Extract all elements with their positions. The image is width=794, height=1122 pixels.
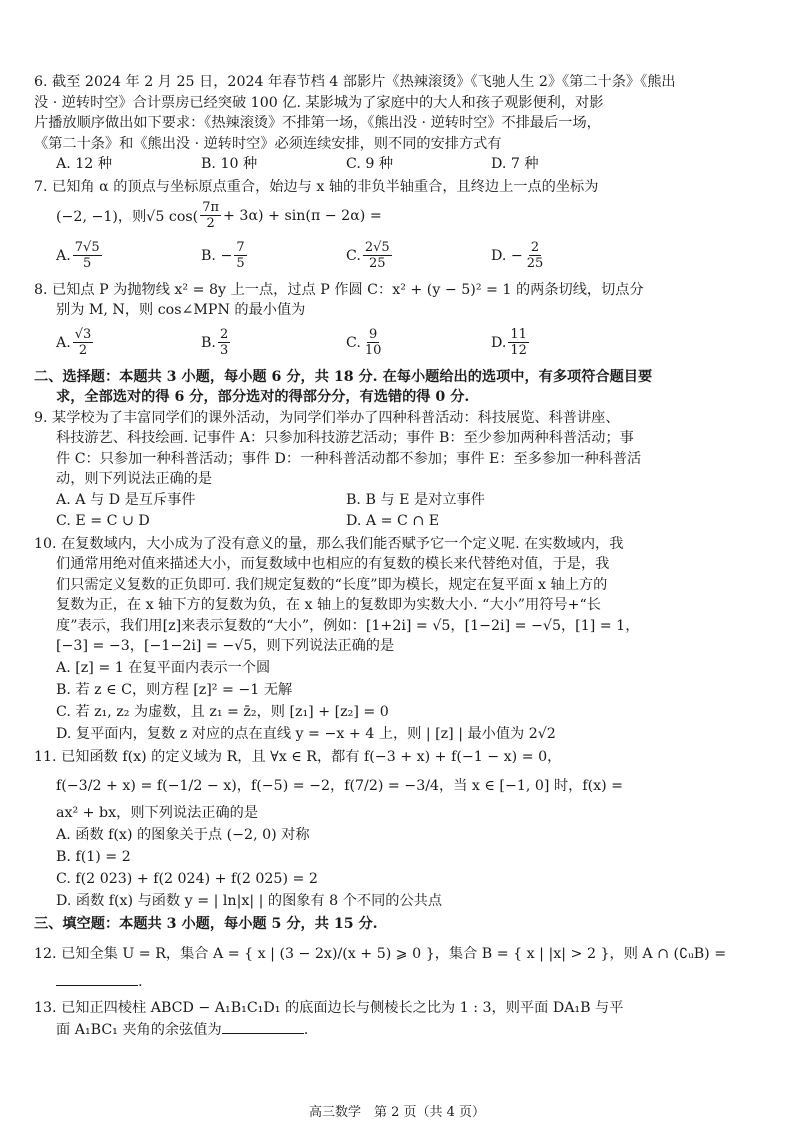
q7-option-a-frac <box>73 240 102 271</box>
question-9 <box>34 408 764 532</box>
q9-line-1: 9. 某学校为了丰富同学们的课外活动，为同学们举办了四种科普活动：科技展览、科普讲座、 <box>34 409 620 426</box>
q6-line-4: 《第二十条》和《熊出没 · 逆转时空》必须连续安排，则不同的安排方式有 <box>34 135 502 152</box>
q6-line-1: 6. 截至 2024 年 2 月 25 日，2024 年春节档 4 部影片《热辣滚烫》《飞驰人生 2》《第二十条》《熊出 <box>34 74 676 90</box>
q6-options <box>34 154 764 175</box>
q7-option-c-num: 2√5 <box>364 240 390 255</box>
q9-options <box>34 490 764 532</box>
q11-line-3: ax² + bx，则下列说法正确的是 <box>56 805 259 821</box>
q9-line-3: 件 C：只参加一种科普活动；事件 D：一种科普活动都不参加；事件 E：至多参加一种科普活 <box>56 450 642 467</box>
q8-option-d-label: D. <box>491 334 507 351</box>
question-11 <box>34 747 764 912</box>
q7-option-d-label: D. − <box>491 247 523 264</box>
q9-option-a: A. A 与 D 是互斥事件 <box>56 491 196 508</box>
q11-line-1: 11. 已知函数 f(x) 的定义域为 R，且 ∀x ∈ R，都有 f(−3 + x) + f(−1 − x) = 0， <box>34 748 562 765</box>
q7-option-a-label: A. <box>56 247 71 264</box>
q8-option-b-label: B. <box>201 334 216 351</box>
section-2-line-2: 求，全部选对的得 6 分，部分选对的得部分分，有选错的得 0 分. <box>56 389 470 405</box>
q8-option-d-num: 11 <box>510 327 527 342</box>
q8-option-d-frac <box>508 327 529 358</box>
q11-option-c: C. f(2 023) + f(2 024) + f(2 025) = 2 <box>56 870 318 887</box>
q13-line-1: 13. 已知正四棱柱 ABCD − A₁B₁C₁D₁ 的底面边长与侧棱长之比为 1 : 3，则平面 DA₁B 与平 <box>34 1000 624 1016</box>
q7-line-2 <box>34 198 764 234</box>
q7-option-a <box>56 240 201 271</box>
q8-option-a <box>56 327 201 358</box>
q6-option-d: D. 7 种 <box>491 156 539 172</box>
q13-line-2-text: 面 A₁BC₁ 夹角的余弦值为 <box>56 1021 222 1038</box>
q11-option-d: D. 函数 f(x) 与函数 y = | ln|x| | 的图象有 8 个不同的公共点 <box>56 892 443 909</box>
q7-option-c-frac <box>363 240 392 271</box>
q8-line-1: 8. 已知点 P 为抛物线 x² = 8y 上一点，过点 P 作圆 C：x² + (y − 5)² = 1 的两条切线，切点分 <box>34 281 644 298</box>
q10-option-d: D. 复平面内，复数 z 对应的点在直线 y = −x + 4 上，则 | [z] | 最小值为 2√2 <box>56 725 556 742</box>
q8-option-a-frac <box>73 327 94 358</box>
q8-option-d-den: 12 <box>510 343 527 358</box>
q6-option-c: C. 9 种 <box>346 156 394 172</box>
q10-option-a: A. [z] = 1 在复平面内表示一个圆 <box>56 659 271 676</box>
question-12 <box>34 935 764 993</box>
q7-option-d <box>491 240 636 271</box>
q13-line-2 <box>34 1019 764 1041</box>
q7-option-b <box>201 240 346 271</box>
q9-line-4: 动，则下列说法正确的是 <box>56 471 213 487</box>
q10-line-5: 度”表示，我们用[z]来表示复数的“大小”，例如：[1+2i] = √5，[1−2i] = −√5，[1] = 1， <box>56 617 640 634</box>
section-2-line-1: 二、选择题：本题共 3 小题，每小题 6 分，共 18 分. 在每小题给出的选项中，有多项符合题目要 <box>34 368 653 385</box>
page-footer: 高三数学 第 2 页（共 4 页） <box>308 1105 486 1120</box>
q7-option-d-num: 2 <box>530 240 540 255</box>
q11-option-a: A. 函数 f(x) 的图象关于点 (−2, 0) 对称 <box>56 826 310 843</box>
q6-option-a: A. 12 种 <box>56 156 113 172</box>
q10-line-4: 复数为正，在 x 轴下方的复数为负，在 x 轴上的复数即为实数大小. “大小”用符号+“长 <box>56 597 601 613</box>
q8-option-c <box>346 327 491 358</box>
q10-option-c: C. 若 z₁, z₂ 为虚数，且 z₁ = z̄₂，则 [z₁] + [z₂] = 0 <box>56 703 389 720</box>
q9-option-d: D. A = C ∩ E <box>346 512 440 529</box>
q7-frac-num: 7π <box>202 200 220 215</box>
q7-options <box>34 234 764 278</box>
question-6 <box>34 72 764 175</box>
q8-option-c-frac <box>363 327 384 358</box>
q6-line-2: 没 · 逆转时空》合计票房已经突破 100 亿. 某影城为了家庭中的大人和孩子观影便利，对影 <box>34 94 604 111</box>
q11-line-2: f(−3/2 + x) = f(−1/2 − x)，f(−5) = −2，f(7/2) = −3/4，当 x ∈ [−1, 0] 时，f(x) = <box>56 778 624 794</box>
q8-option-b-frac <box>218 327 230 358</box>
q8-option-d <box>491 327 636 358</box>
question-10 <box>34 534 764 745</box>
q12-line-2 <box>34 971 764 993</box>
exam-page <box>34 72 764 1042</box>
question-13 <box>34 998 764 1040</box>
q7-line-2-b: + 3α) + sin(π − 2α) = <box>223 207 382 224</box>
q13-answer-blank[interactable] <box>222 1019 304 1034</box>
q12-answer-blank[interactable] <box>56 971 138 986</box>
question-8 <box>34 280 764 365</box>
q7-option-d-frac <box>525 240 546 271</box>
q8-option-b <box>201 327 346 358</box>
section-3-heading: 三、填空题：本题共 3 小题，每小题 5 分，共 15 分. <box>34 915 378 932</box>
q7-option-c-den: 25 <box>369 256 386 271</box>
q13-line-2-end: . <box>303 1021 309 1038</box>
q10-line-3: 们只需定义复数的正负即可. 我们规定复数的“长度”即为模长，规定在复平面 x 轴上方的 <box>56 576 608 593</box>
q7-frac-den: 2 <box>206 216 215 231</box>
q7-option-a-den: 5 <box>83 256 92 271</box>
q8-line-2: 别为 M, N，则 cos∠MPN 的最小值为 <box>56 302 306 318</box>
q10-line-1: 10. 在复数域内，大小成为了没有意义的量，那么我们能否赋予它一个定义呢. 在实数域内，我 <box>34 535 624 552</box>
q7-option-c-label: C. <box>346 247 361 264</box>
q11-option-b: B. f(1) = 2 <box>56 848 131 865</box>
q8-option-b-den: 3 <box>219 343 229 358</box>
question-7 <box>34 177 764 278</box>
q10-option-b: B. 若 z ∈ C，则方程 [z]² = −1 无解 <box>56 681 293 698</box>
q7-option-b-den: 5 <box>236 256 245 271</box>
q9-line-2: 科技游艺、科技绘画. 记事件 A：只参加科技游艺活动；事件 B：至少参加两种科普活动；事 <box>56 430 634 446</box>
q8-option-a-num: √3 <box>74 327 92 342</box>
q9-option-c: C. E = C ∪ D <box>56 512 150 529</box>
q9-option-b: B. B 与 E 是对立事件 <box>346 491 485 508</box>
q8-option-c-label: C. <box>346 334 361 351</box>
q8-options <box>34 321 764 365</box>
q6-option-b: B. 10 种 <box>201 156 258 172</box>
q7-option-a-num: 7√5 <box>74 240 100 255</box>
q8-option-c-num: 9 <box>368 327 378 342</box>
q12-line-2-end: . <box>138 973 143 990</box>
q8-option-a-label: A. <box>56 334 71 351</box>
q12-line-1: 12. 已知全集 U = R，集合 A = { x | (3 − 2x)/(x + 5) ⩾ 0 }，集合 B = { x | |x| > 2 }，则 A ∩ (∁ᵤB) = <box>34 945 727 962</box>
q8-option-b-num: 2 <box>219 327 229 342</box>
q10-line-2: 们通常用绝对值来描述大小，而复数域中也相应的有复数的模长来代替绝对值，于是，我 <box>56 556 610 572</box>
q10-line-6: [−3] = −3，[−1−2i] = −√5，则下列说法正确的是 <box>56 638 395 654</box>
q8-option-a-den: 2 <box>78 343 88 358</box>
q7-option-b-label: B. − <box>201 247 233 264</box>
q7-option-d-den: 25 <box>526 256 544 271</box>
section-2-heading <box>34 367 764 408</box>
q7-option-b-frac <box>234 240 246 271</box>
q7-option-b-num: 7 <box>236 240 245 255</box>
q7-option-c <box>346 240 491 271</box>
q6-line-3: 片播放顺序做出如下要求：《热辣滚烫》不排第一场，《熊出没 · 逆转时空》不排最后一场， <box>34 115 601 131</box>
q7-fraction <box>200 200 221 231</box>
q8-option-c-den: 10 <box>364 343 382 358</box>
q7-line-1: 7. 已知角 α 的顶点与坐标原点重合，始边与 x 轴的非负半轴重合，且终边上一点的坐标为 <box>34 179 599 195</box>
q7-line-2-a: (−2, −1)，则√5 cos( <box>56 208 199 225</box>
